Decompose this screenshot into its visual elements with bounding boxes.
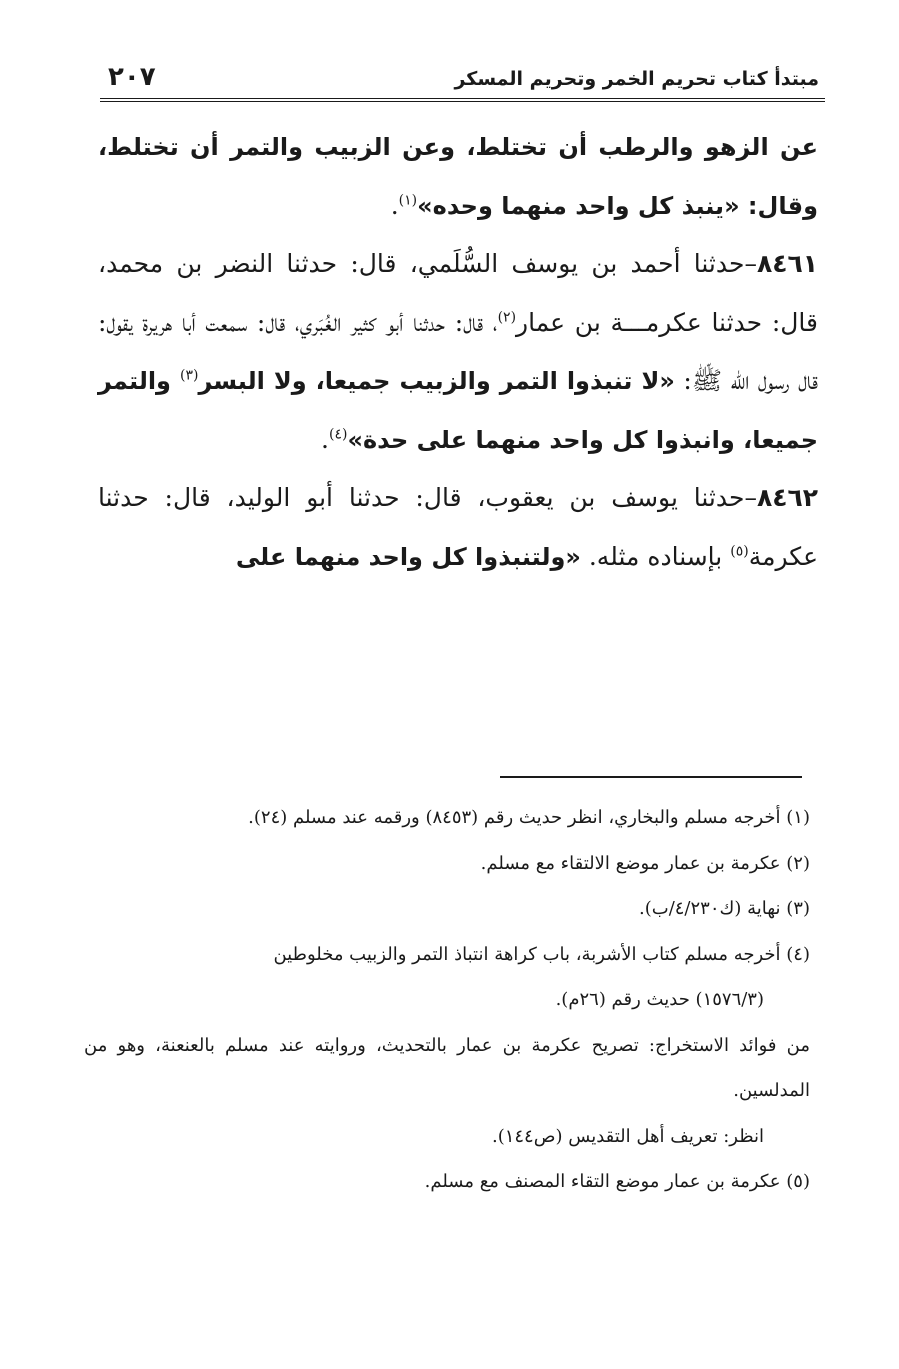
punctuation: . bbox=[390, 190, 399, 220]
footnote-ref-1: (١) bbox=[398, 192, 418, 209]
isnad-text: ، قال: حدثنا أبو كثير الغُبَري، قال: سمعت أبا هريرة يقول: قال رسول الله ﷺ: bbox=[98, 307, 819, 395]
page-header bbox=[100, 58, 825, 102]
footnote-3: (٣) نهاية (ك٤/٢٣٠/ب). bbox=[639, 898, 810, 919]
isnad-text: بإسناده مثله. bbox=[580, 541, 731, 571]
hadith-number: ٨٤٦٢ bbox=[756, 483, 818, 512]
footnote-divider bbox=[500, 776, 802, 778]
paragraph-8462 bbox=[98, 469, 818, 586]
footnote-ref-2: (٢) bbox=[497, 309, 517, 326]
page-number: ٢٠٧ bbox=[108, 62, 156, 92]
paragraph-1 bbox=[98, 118, 818, 235]
footnote-2: (٢) عكرمة بن عمار موضع الالتقاء مع مسلم. bbox=[480, 852, 810, 874]
footnote-4-source: (١٥٧٦/٣) حديث رقم (٢٦م). bbox=[555, 989, 764, 1010]
footnote-ref-3: (٣) bbox=[179, 367, 199, 384]
hadith-text: «لا تنبذوا التمر والزبيب جميعا، ولا البسر bbox=[198, 367, 675, 395]
footnote-1: (١) أخرجه مسلم والبخاري، انظر حديث رقم (٨٤٥٣) ورقمه عند مسلم (٢٤). bbox=[248, 807, 810, 828]
footnote-4: (٤) أخرجه مسلم كتاب الأشربة، باب كراهة انتباذ التمر والزبيب مخلوطين bbox=[273, 943, 810, 965]
hadith-text: عن الزهو والرطب أن تختلط، وعن الزبيب والتمر أن تختلط، وقال: «ينبذ كل واحد منهما وحده» bbox=[98, 133, 818, 220]
footnote-ref-5: (٥) bbox=[730, 543, 749, 560]
footnote-ref-4: (٤) bbox=[328, 426, 348, 443]
footnote-4-benefit: من فوائد الاستخراج: تصريح عكرمة بن عمار بالتحديث، وروايته عند مسلم بالعنعنة، وهو من المدلسين. bbox=[84, 1034, 810, 1101]
hadith-text: والتمر جميعا، وانبذوا كل واحد منهما على حدة» bbox=[98, 367, 818, 454]
running-title: مبتدأ كتاب تحريم الخمر وتحريم المسكر bbox=[454, 68, 819, 90]
main-text bbox=[98, 118, 818, 586]
punctuation: . bbox=[321, 424, 329, 454]
hadith-number: ٨٤٦١ bbox=[756, 249, 818, 278]
isnad-text: –حدثنا يوسف بن يعقوب، قال: حدثنا أبو الوليد، قال: حدثنا عكرمة bbox=[98, 483, 818, 571]
footnotes bbox=[84, 795, 810, 1205]
hadith-text: «ولتنبذوا كل واحد منهما على bbox=[235, 542, 581, 571]
isnad-text: –حدثنا أحمد بن يوسف السُّلَمي، قال: حدثنا النضر بن محمد، قال: حدثنا عكرمـــة بن عمار bbox=[98, 249, 818, 337]
paragraph-8461 bbox=[98, 235, 818, 469]
footnote-5: (٥) عكرمة بن عمار موضع التقاء المصنف مع مسلم. bbox=[424, 1171, 810, 1192]
footnote-4-reference: انظر: تعريف أهل التقديس (ص١٤٤). bbox=[491, 1125, 764, 1147]
